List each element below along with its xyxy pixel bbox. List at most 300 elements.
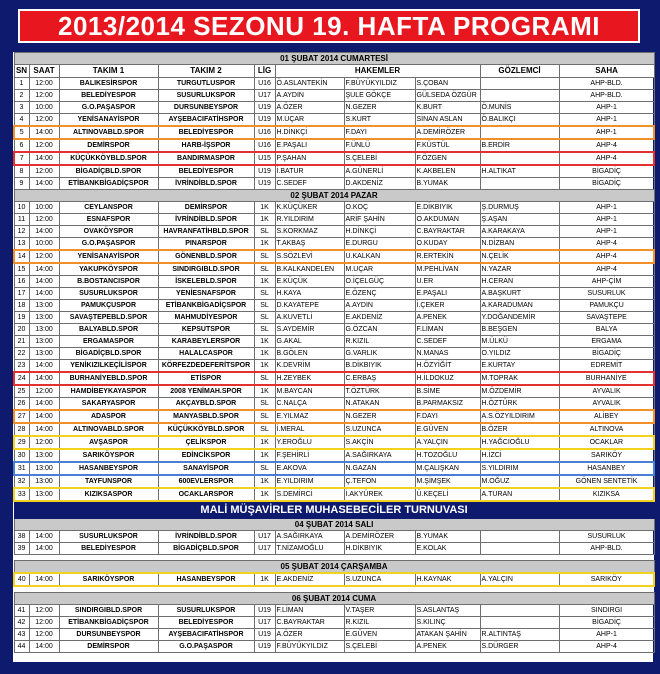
- referee-2: E.GÜVEN: [344, 629, 415, 641]
- referee-2: S.ÇELEBİ: [344, 152, 415, 165]
- home-team: SINDIRGIBLD.SPOR: [59, 605, 158, 617]
- venue: AYVALIK: [559, 398, 654, 411]
- home-team: ALTINOVABLD.SPOR: [59, 126, 158, 139]
- match-number: 20: [14, 324, 29, 336]
- observer: M.OĞUZ: [480, 475, 559, 488]
- match-number: 39: [14, 543, 29, 555]
- referee-3: F.KÜSTÜL: [415, 139, 480, 152]
- referee-3: M.PEHLİVAN: [415, 263, 480, 276]
- referee-1: T.NİZAMOĞLU: [275, 543, 344, 555]
- home-team: PAMUKÇUSPOR: [59, 300, 158, 312]
- referee-1: E.YILDIRIM: [275, 475, 344, 488]
- referee-1: E.AKDENİZ: [275, 573, 344, 586]
- referee-3: K.BURT: [415, 102, 480, 114]
- home-team: YENİKIZILKEÇİLİSPOR: [59, 360, 158, 373]
- match-time: 12:00: [29, 250, 59, 263]
- match-row: [14, 436, 654, 449]
- home-team: YAKUPKÖYSPOR: [59, 263, 158, 276]
- league: SL: [254, 462, 275, 475]
- referee-2: E.ÖZENÇ: [344, 288, 415, 300]
- match-time: 13:00: [29, 348, 59, 360]
- home-team: ERGAMASPOR: [59, 336, 158, 348]
- away-team: BANDIRMASPOR: [158, 152, 254, 165]
- match-row: [14, 605, 654, 617]
- match-time: 14:00: [29, 152, 59, 165]
- referee-3: F.LİMAN: [415, 324, 480, 336]
- observer: [480, 617, 559, 629]
- league: 1K: [254, 573, 275, 586]
- match-row: [14, 263, 654, 276]
- home-team: G.O.PAŞASPOR: [59, 238, 158, 251]
- referee-3: A.PENEK: [415, 312, 480, 324]
- observer: H.ÖZTÜRK: [480, 398, 559, 411]
- match-time: 12:00: [29, 385, 59, 398]
- home-team: BURHANİYEBLD.SPOR: [59, 372, 158, 385]
- match-row: [14, 410, 654, 423]
- away-team: HASANBEYSPOR: [158, 573, 254, 586]
- league: SL: [254, 263, 275, 276]
- referee-2: D.AKDENİZ: [344, 178, 415, 190]
- match-row: [14, 114, 654, 127]
- match-row: [14, 641, 654, 653]
- observer: Y.DOĞANDEMİR: [480, 312, 559, 324]
- league: 1K: [254, 475, 275, 488]
- referee-1: A.ÖZER: [275, 629, 344, 641]
- league: 1K: [254, 360, 275, 373]
- match-row: [14, 300, 654, 312]
- home-team: SARIKÖYSPOR: [59, 449, 158, 462]
- home-team: BELEDİYESPOR: [59, 90, 158, 102]
- referee-1: S.AYDEMİR: [275, 324, 344, 336]
- away-team: GÖNENBLD.SPOR: [158, 250, 254, 263]
- match-time: 12:00: [29, 436, 59, 449]
- referee-3: E.PAŞALI: [415, 288, 480, 300]
- referee-3: E.GÜVEN: [415, 423, 480, 436]
- match-number: 28: [14, 423, 29, 436]
- match-row: [14, 250, 654, 263]
- day-header: 06 ŞUBAT 2014 CUMA: [14, 593, 654, 605]
- referee-1: C.NALÇA: [275, 398, 344, 411]
- referee-3: SİNAN ASLAN: [415, 114, 480, 127]
- match-time: 13:00: [29, 488, 59, 501]
- match-row: [14, 312, 654, 324]
- referee-1: B.KALKANDELEN: [275, 263, 344, 276]
- match-number: 3: [14, 102, 29, 114]
- observer: A.YALÇIN: [480, 573, 559, 586]
- home-team: BALYABLD.SPOR: [59, 324, 158, 336]
- match-time: 14:00: [29, 126, 59, 139]
- match-row: [14, 152, 654, 165]
- league: U19: [254, 178, 275, 190]
- observer: B.ERDİR: [480, 139, 559, 152]
- league: SL: [254, 410, 275, 423]
- venue: AHP-4: [559, 238, 654, 251]
- observer: O.YILDIZ: [480, 348, 559, 360]
- venue: AHP-BLD.: [559, 90, 654, 102]
- venue: AYVALIK: [559, 385, 654, 398]
- match-time: 13:00: [29, 462, 59, 475]
- venue: AHP-1: [559, 202, 654, 214]
- home-team: ETİBANKBİGADİÇSPOR: [59, 617, 158, 629]
- home-team: G.O.PAŞASPOR: [59, 102, 158, 114]
- match-time: 14:00: [29, 641, 59, 653]
- match-time: 13:00: [29, 324, 59, 336]
- match-number: 23: [14, 360, 29, 373]
- away-team: İVRİNDİBLD.SPOR: [158, 531, 254, 543]
- home-team: AVŞASPOR: [59, 436, 158, 449]
- referee-2: T.ÖZTÜRK: [344, 385, 415, 398]
- referee-3: F.DAYI: [415, 410, 480, 423]
- home-team: ADASPOR: [59, 410, 158, 423]
- home-team: OVAKÖYSPOR: [59, 226, 158, 238]
- match-time: 13:00: [29, 475, 59, 488]
- venue: AHP-1: [559, 214, 654, 226]
- match-row: [14, 488, 654, 501]
- match-row: [14, 336, 654, 348]
- referee-1: C.BAYRAKTAR: [275, 617, 344, 629]
- venue: OCAKLAR: [559, 436, 654, 449]
- observer: A.KARAKAYA: [480, 226, 559, 238]
- match-row: [14, 324, 654, 336]
- match-number: 43: [14, 629, 29, 641]
- header-lig: LİG: [254, 65, 275, 78]
- venue: BALYA: [559, 324, 654, 336]
- match-row: [14, 360, 654, 373]
- day-header: 01 ŞUBAT 2014 CUMARTESİ: [14, 53, 654, 65]
- match-number: 19: [14, 312, 29, 324]
- match-row: [14, 226, 654, 238]
- league: 1K: [254, 214, 275, 226]
- referee-1: H.ZEYBEK: [275, 372, 344, 385]
- match-number: 14: [14, 250, 29, 263]
- league: U16: [254, 139, 275, 152]
- match-number: 42: [14, 617, 29, 629]
- referee-3: GÜLSEDA ÖZGÜR: [415, 90, 480, 102]
- league: 1K: [254, 488, 275, 501]
- referee-2: G.VARLIK: [344, 348, 415, 360]
- referee-2: B.DİKBIYIK: [344, 360, 415, 373]
- home-team: YENİSANAYİSPOR: [59, 114, 158, 127]
- league: U17: [254, 543, 275, 555]
- venue: AHP-BLD.: [559, 543, 654, 555]
- referee-2: S.KURT: [344, 114, 415, 127]
- referee-2: M.UÇAR: [344, 263, 415, 276]
- observer: H.CERAN: [480, 276, 559, 288]
- match-time: 14:00: [29, 372, 59, 385]
- away-team: DEMİRSPOR: [158, 202, 254, 214]
- referee-3: B.YUMAK: [415, 178, 480, 190]
- away-team: KARABEYLERSPOR: [158, 336, 254, 348]
- venue: SUSURLUK: [559, 531, 654, 543]
- header-hakemler: HAKEMLER: [275, 65, 480, 78]
- referee-3: M.ÇALIŞKAN: [415, 462, 480, 475]
- match-number: 21: [14, 336, 29, 348]
- away-team: ÇELİKSPOR: [158, 436, 254, 449]
- referee-1: D.KAYATEPE: [275, 300, 344, 312]
- observer: S.DÜRGER: [480, 641, 559, 653]
- league: U15: [254, 152, 275, 165]
- home-team: SAVAŞTEPEBLD.SPOR: [59, 312, 158, 324]
- tournament-banner: MALİ MÜŞAVİRLER MUHASEBECİLER TURNUVASI: [14, 501, 654, 519]
- away-team: TURGUTLUSPOR: [158, 78, 254, 90]
- referee-3: H.ÖZYİĞİT: [415, 360, 480, 373]
- match-number: 2: [14, 90, 29, 102]
- match-number: 10: [14, 202, 29, 214]
- referee-3: O.AKDUMAN: [415, 214, 480, 226]
- league: 1K: [254, 202, 275, 214]
- referee-2: N.GAZAN: [344, 462, 415, 475]
- observer: M.TOPRAK: [480, 372, 559, 385]
- away-team: ETİBANKBİGADİÇSPOR: [158, 300, 254, 312]
- match-number: 40: [14, 573, 29, 586]
- referee-2: O.İÇELGÜÇ: [344, 276, 415, 288]
- league: SL: [254, 372, 275, 385]
- referee-1: H.KAYA: [275, 288, 344, 300]
- match-number: 13: [14, 238, 29, 251]
- match-number: 1: [14, 78, 29, 90]
- match-number: 31: [14, 462, 29, 475]
- observer: [480, 543, 559, 555]
- match-time: 12:00: [29, 617, 59, 629]
- venue: EDREMİT: [559, 360, 654, 373]
- home-team: ETİBANKBİGADİÇSPOR: [59, 178, 158, 190]
- match-row: [14, 385, 654, 398]
- venue: SARIKÖY: [559, 449, 654, 462]
- referee-2: G.ÖZCAN: [344, 324, 415, 336]
- match-number: 25: [14, 385, 29, 398]
- referee-2: E.AKDENİZ: [344, 312, 415, 324]
- venue: AHP-4: [559, 641, 654, 653]
- schedule-table: [13, 52, 655, 653]
- match-time: 14:00: [29, 360, 59, 373]
- match-number: 22: [14, 348, 29, 360]
- home-team: CEYLANSPOR: [59, 202, 158, 214]
- venue: HASANBEY: [559, 462, 654, 475]
- match-time: 12:00: [29, 165, 59, 178]
- league: 1K: [254, 336, 275, 348]
- match-number: 17: [14, 288, 29, 300]
- match-time: 12:00: [29, 629, 59, 641]
- match-time: 14:00: [29, 423, 59, 436]
- observer: Ö.BALIKÇI: [480, 114, 559, 127]
- away-team: YENİESNAFSPOR: [158, 288, 254, 300]
- league: SL: [254, 226, 275, 238]
- referee-2: S.UZUNCA: [344, 423, 415, 436]
- home-team: BİGADİÇBLD.SPOR: [59, 165, 158, 178]
- referee-3: A.PENEK: [415, 641, 480, 653]
- observer: [480, 178, 559, 190]
- away-team: OCAKLARSPOR: [158, 488, 254, 501]
- referee-1: İ.MERAL: [275, 423, 344, 436]
- match-number: 30: [14, 449, 29, 462]
- home-team: SUSURLUKSPOR: [59, 531, 158, 543]
- referee-2: A.AYDIN: [344, 300, 415, 312]
- day-header-row: [14, 519, 654, 531]
- match-row: [14, 398, 654, 411]
- referee-2: ARİF ŞAHİN: [344, 214, 415, 226]
- observer: H.ALTIKAT: [480, 165, 559, 178]
- day-header: 02 ŞUBAT 2014 PAZAR: [14, 190, 654, 202]
- referee-3: S.ÇOBAN: [415, 78, 480, 90]
- match-time: 12:00: [29, 78, 59, 90]
- referee-3: U.ER: [415, 276, 480, 288]
- away-team: BELEDİYESPOR: [158, 617, 254, 629]
- observer: [480, 126, 559, 139]
- match-number: 9: [14, 178, 29, 190]
- match-number: 18: [14, 300, 29, 312]
- referee-1: P.ŞAHAN: [275, 152, 344, 165]
- match-time: 14:00: [29, 543, 59, 555]
- league: U19: [254, 605, 275, 617]
- observer: S.YILDIRIM: [480, 462, 559, 475]
- referee-1: C.SEDEF: [275, 178, 344, 190]
- away-team: SUSURLUKSPOR: [158, 90, 254, 102]
- match-time: 14:00: [29, 573, 59, 586]
- match-row: [14, 214, 654, 226]
- home-team: KIZIKSASPOR: [59, 488, 158, 501]
- match-row: [14, 165, 654, 178]
- observer: A.S.ÖZYILDIRIM: [480, 410, 559, 423]
- referee-3: H.TOZOĞLU: [415, 449, 480, 462]
- observer: Ö.MUNİS: [480, 102, 559, 114]
- match-time: 14:00: [29, 531, 59, 543]
- venue: AHP-4: [559, 152, 654, 165]
- referee-2: A.SAĞIRKAYA: [344, 449, 415, 462]
- match-time: 14:00: [29, 178, 59, 190]
- venue: AHP-1: [559, 629, 654, 641]
- league: U17: [254, 617, 275, 629]
- referee-2: E.DURGU: [344, 238, 415, 251]
- banner-row: [14, 501, 654, 519]
- away-team: MANYASBLD.SPOR: [158, 410, 254, 423]
- match-row: [14, 139, 654, 152]
- observer: [480, 531, 559, 543]
- referee-3: A.YALÇIN: [415, 436, 480, 449]
- league: SL: [254, 288, 275, 300]
- league: U16: [254, 126, 275, 139]
- venue: BİGADİÇ: [559, 617, 654, 629]
- referee-2: F.DAYI: [344, 126, 415, 139]
- match-number: 33: [14, 488, 29, 501]
- page-title: 2013/2014 SEZONU 19. HAFTA PROGRAMI: [18, 9, 640, 43]
- league: SL: [254, 324, 275, 336]
- league: SL: [254, 312, 275, 324]
- referee-3: S.KILINÇ: [415, 617, 480, 629]
- venue: SARIKÖY: [559, 573, 654, 586]
- referee-2: H.DİKBIYIK: [344, 543, 415, 555]
- venue: ALİBEY: [559, 410, 654, 423]
- league: U17: [254, 90, 275, 102]
- match-time: 10:00: [29, 102, 59, 114]
- away-team: 2008 YENİMAH.SPOR: [158, 385, 254, 398]
- referee-3: İ.ÇEKER: [415, 300, 480, 312]
- venue: GÖNEN SENTETİK: [559, 475, 654, 488]
- home-team: BELEDİYESPOR: [59, 543, 158, 555]
- match-row: [14, 449, 654, 462]
- league: U19: [254, 641, 275, 653]
- match-row: [14, 78, 654, 90]
- referee-3: B.YUMAK: [415, 531, 480, 543]
- referee-1: A.SAĞIRKAYA: [275, 531, 344, 543]
- away-team: HARB-İŞSPOR: [158, 139, 254, 152]
- match-row: [14, 90, 654, 102]
- referee-2: S.AKÇİN: [344, 436, 415, 449]
- venue: BİGADİÇ: [559, 348, 654, 360]
- observer: [480, 90, 559, 102]
- referee-1: K.KÜÇÜKER: [275, 202, 344, 214]
- referee-3: B.PARMAKSIZ: [415, 398, 480, 411]
- away-team: SUSURLUKSPOR: [158, 605, 254, 617]
- match-time: 14:00: [29, 410, 59, 423]
- referee-1: M.UÇAR: [275, 114, 344, 127]
- away-team: HAVRANFATİHBLD.SPOR: [158, 226, 254, 238]
- referee-1: T.AKBAŞ: [275, 238, 344, 251]
- match-number: 29: [14, 436, 29, 449]
- observer: Ş.DURMUŞ: [480, 202, 559, 214]
- home-team: TAYFUNSPOR: [59, 475, 158, 488]
- away-team: BELEDİYESPOR: [158, 126, 254, 139]
- match-number: 44: [14, 641, 29, 653]
- venue: AHP-1: [559, 102, 654, 114]
- away-team: PINARSPOR: [158, 238, 254, 251]
- referee-2: S.ÇELEBİ: [344, 641, 415, 653]
- referee-1: Y.EROĞLU: [275, 436, 344, 449]
- referee-2: Ç.TEFON: [344, 475, 415, 488]
- league: SL: [254, 398, 275, 411]
- observer: H.YAĞCIOĞLU: [480, 436, 559, 449]
- away-team: DURSUNBEYSPOR: [158, 102, 254, 114]
- observer: [480, 152, 559, 165]
- referee-2: H.DİNKÇİ: [344, 226, 415, 238]
- match-time: 13:00: [29, 300, 59, 312]
- league: U19: [254, 114, 275, 127]
- referee-3: N.MANAS: [415, 348, 480, 360]
- match-number: 26: [14, 398, 29, 411]
- referee-3: B.SİME: [415, 385, 480, 398]
- match-time: 13:00: [29, 449, 59, 462]
- header-saat: SAAT: [29, 65, 59, 78]
- match-row: [14, 531, 654, 543]
- home-team: SAKARYASPOR: [59, 398, 158, 411]
- match-time: 13:00: [29, 312, 59, 324]
- observer: M.ÖZDEMİR: [480, 385, 559, 398]
- match-row: [14, 462, 654, 475]
- referee-1: H.DİNKÇİ: [275, 126, 344, 139]
- match-time: 13:00: [29, 336, 59, 348]
- home-team: HASANBEYSPOR: [59, 462, 158, 475]
- league: SL: [254, 250, 275, 263]
- referee-2: O.KOÇ: [344, 202, 415, 214]
- match-time: 10:00: [29, 202, 59, 214]
- venue: BURHANİYE: [559, 372, 654, 385]
- match-time: 12:00: [29, 90, 59, 102]
- referee-1: F.BÜYÜKYILDIZ: [275, 641, 344, 653]
- home-team: YENİSANAYİSPOR: [59, 250, 158, 263]
- referee-1: S.SÖZLEVİ: [275, 250, 344, 263]
- match-time: 14:00: [29, 288, 59, 300]
- home-team: ALTINOVABLD.SPOR: [59, 423, 158, 436]
- match-time: 12:00: [29, 139, 59, 152]
- match-time: 14:00: [29, 276, 59, 288]
- referee-2: R.KIZIL: [344, 336, 415, 348]
- home-team: DEMİRSPOR: [59, 641, 158, 653]
- referee-1: B.GÖLEN: [275, 348, 344, 360]
- referee-1: S.DEMİRCİ: [275, 488, 344, 501]
- observer: H.İZCİ: [480, 449, 559, 462]
- column-header-row: [14, 65, 654, 78]
- referee-2: N.GEZER: [344, 410, 415, 423]
- away-team: SINDIRGIBLD.SPOR: [158, 263, 254, 276]
